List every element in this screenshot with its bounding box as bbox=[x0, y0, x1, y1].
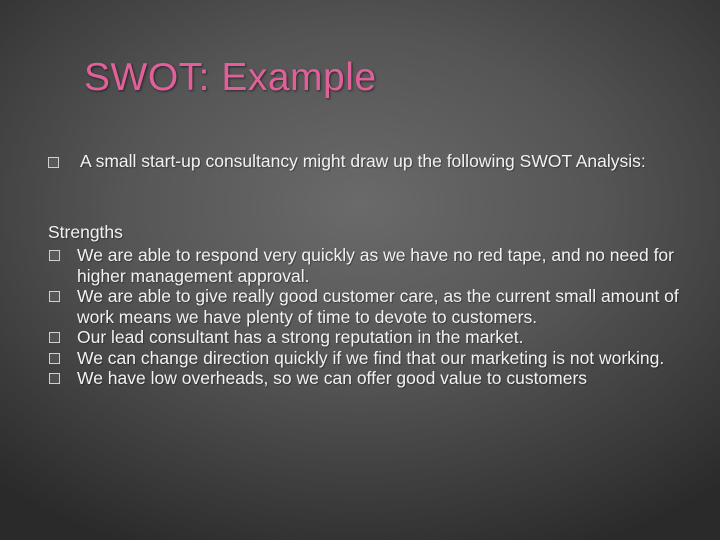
list-item-text: We are able to give really good customer care, as the current small amount of work means we have plenty of time to devote to customers. bbox=[77, 286, 679, 327]
list-item-text: We are able to respond very quickly as we have no red tape, and no need for higher management approval. bbox=[77, 245, 674, 286]
square-bullet-icon bbox=[49, 353, 60, 364]
list-item bbox=[48, 286, 708, 327]
square-bullet-icon bbox=[49, 291, 60, 302]
list-item-text: We can change direction quickly if we find that our marketing is not working. bbox=[77, 347, 665, 368]
section-heading: Strengths bbox=[48, 222, 123, 242]
slide-title: SWOT: Example bbox=[84, 56, 377, 99]
square-bullet-icon bbox=[49, 332, 60, 343]
list-item bbox=[48, 368, 708, 389]
square-bullet-icon bbox=[49, 250, 60, 261]
list-item-text: Our lead consultant has a strong reputation in the market. bbox=[77, 327, 524, 347]
intro-text: A small start-up consultancy might draw up the following SWOT Analysis: bbox=[80, 151, 646, 171]
list-item-text: We have low overheads, so we can offer good value to customers bbox=[77, 368, 588, 388]
list-item bbox=[48, 348, 708, 369]
square-bullet-icon bbox=[48, 157, 59, 168]
square-bullet-icon bbox=[49, 373, 60, 384]
list-item bbox=[48, 327, 708, 348]
list-item bbox=[48, 245, 708, 286]
strengths-list bbox=[48, 245, 708, 389]
